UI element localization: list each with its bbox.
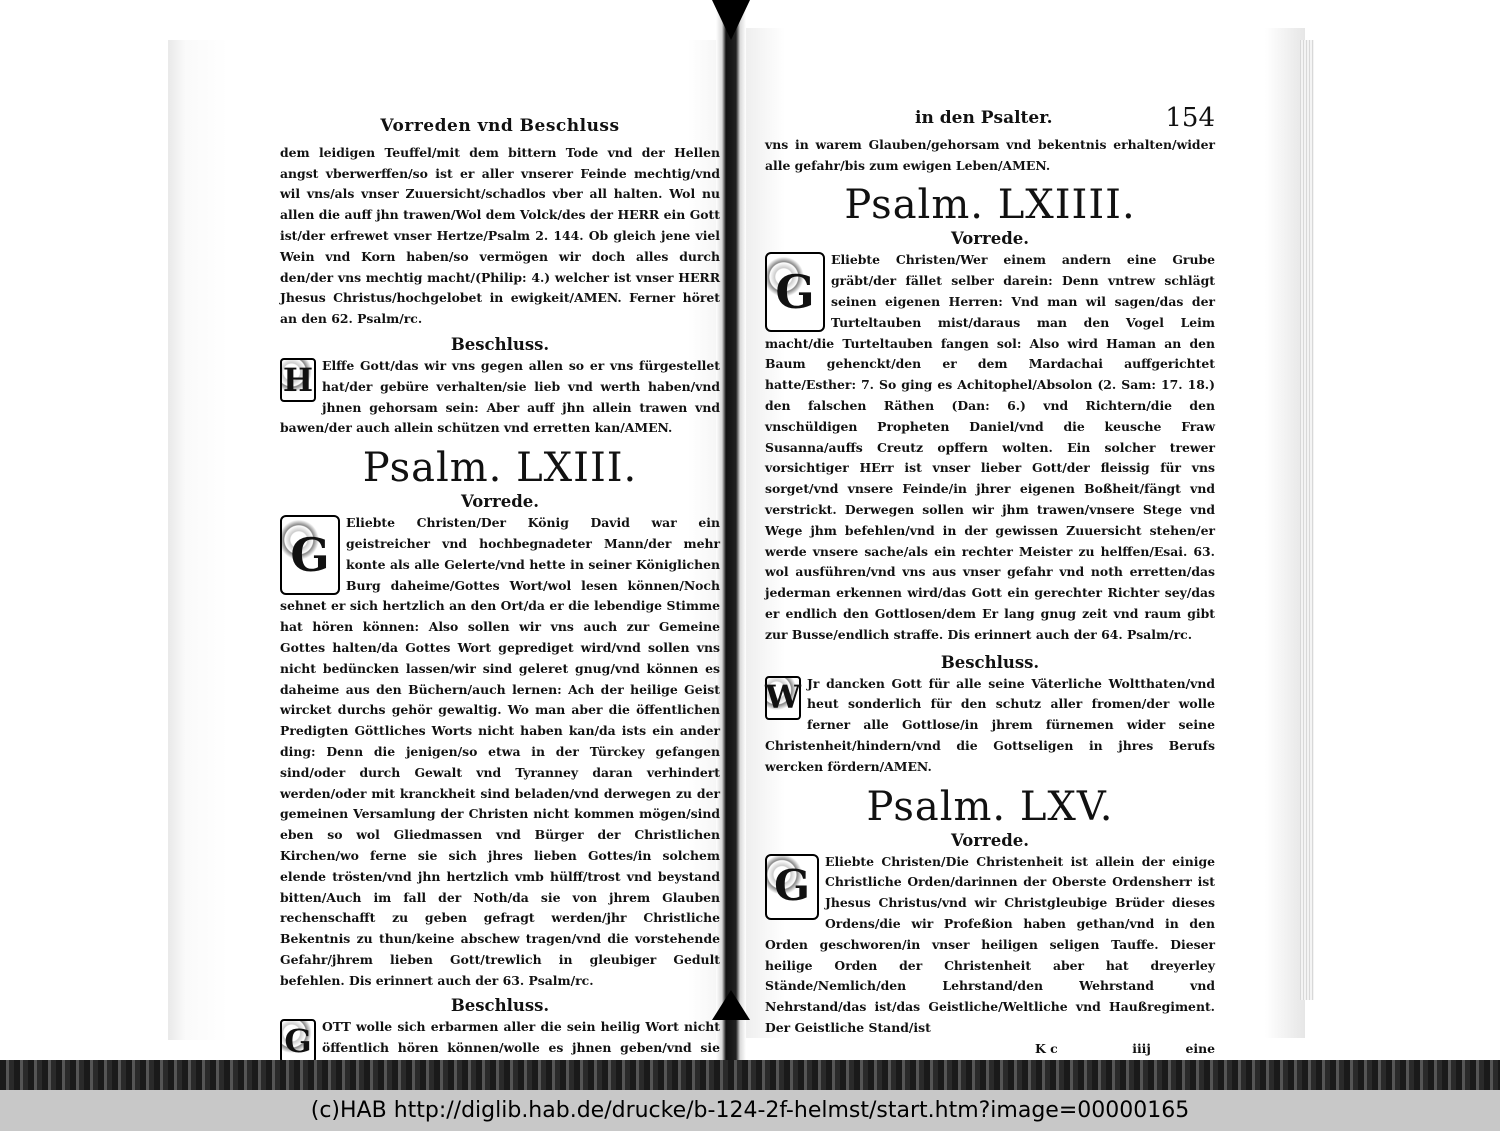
book-spine bbox=[716, 0, 746, 1060]
beschluss-heading: Beschluss. bbox=[450, 334, 550, 354]
right-text-column bbox=[765, 103, 1215, 1059]
left-intro-paragraph: dem leidigen Teuffel/mit dem bittern Tode vnd der Hellen angst vberwerffen/so ist er aller vnserer Feinde mechtig/vnd wil vns/als vnser Zuuersicht/schadlos vber all halten. Wol nu allen die auff jhn trawen/Wol dem Volck/des der HERR ein Gott ist/der erfrewet vnser Hertze/Psalm 2. 144. Ob gleich jene viel Wein vnd Korn haben/so vermögen wir doch alles durch den/der vns mechtig macht/(Philip: 4.) welcher ist vnser HERR Jhesus Christus/hochgelobet in ewigkeit/AMEN. Ferner höret an den 62. Psalm/rc. bbox=[280, 144, 720, 327]
vorrede-paragraph: Eliebte Christen/Wer einem andern eine Grube gräbt/der fället selber darein: Denn vntrew schlägt seinen eigenen Herren: Vnd man wil sagen/das der Turteltauben mist/daraus man den Vogel Leim macht/die Turteltauben fangen sol: Also wird Haman an den Baum gehenckt/den er dem Mardachai auffgerichtet hatte/Esther: 7. So ging es Achitophel/Absolon (2. Sam: 17. 18.) den falschen Räthen (Dan: 6.) vnd Richtern/die den vnschüldigen Propheten Daniel/vnd die keusche Fraw Susanna/auffs Creutz opffern wolten. Ein solcher trewer vorsichtiger HErr ist vnser lieber Gott/der fleissig für vns sorget/vnd vnsere Feinde/in jhrer eigenen Boßheit/fängt vnd verstrickt. Derwegen sollen wir jhm trawen/vnsere Stege vnd Wege jhm befehlen/vnd in der gewissen Zuuersicht stehen/er werde vnsere sache/als ein rechter Meister zu helffen/Esai. 63. wol ausführen/vnd vns aus vnser gefahr vnd noth erretten/das jederman erkennen wird/das Gott ein gerechter Richter sey/das er endlich den Gottlosen/dem Er lang gnug zeit vnd raum gibt zur Busse/endlich straffe. Dis erinnert auch der 64. Psalm/rc. bbox=[765, 252, 1215, 642]
vorrede-heading: Vorrede. bbox=[951, 229, 1029, 249]
psalm-title: Psalm. LXV. bbox=[866, 783, 1114, 830]
vorrede-paragraph: Eliebte Christen/Der König David war ein geistreicher vnd hochbegnadeter Mann/der mehr konte als alle Gelerte/vnd hette in seiner Königlichen Burg daheime/Gottes Wort/wol lesen können/Noch sehnet er sich hertzlich an den Ort/da er die lebendige Stimme hat hören können: Also sollen wir vns auch zur Gemeine Gottes halten/da Gottes Wort geprediget wird/vnd sollen vns nicht bedüncken lassen/wir sind geleret gnug/vnd können es daheime aus den Büchern/auch lernen: Ach der heilige Geist wircket durchs gehör gewaltig. Wo man aber die öffentlichen Predigten Göttliches Worts nicht haben kan/da ists ein ander ding: Denn die jenigen/so etwa in der Türckey gefangen sind/oder durch Gewalt vnd Tyranney daran verhindert werden/oder mit kranckheit sind beladen/vnd derwegen zu der gemeinen Versamlung der Christen nicht kommen mögen/sind eben so wol Gliedmassen vnd Bürger der Christlichen Kirchen/wo ferne sie sich jhres lieben Gottes/in solchem elende trösten/vnd jhn hertzlich vmb hülff/trost vnd beystand bitten/Auch im fall der Noth/da sie von jhrem Glauben rechenschafft zu geben gefragt werden/jhr Christliche Bekentnis zu thun/keine abschew tragen/vnd die vorstehende Gefahr/jhrem lieben Gott/trewlich in gleubiger Gedult befehlen. Dis erinnert auch der 63. Psalm/rc. bbox=[280, 515, 720, 988]
beschluss-heading: Beschluss. bbox=[450, 996, 550, 1016]
vorrede-paragraph: Eliebte Christen/Die Christenheit ist allein der einige Christliche Orden/darinnen der Oberste Ordensherr ist Jhesus Christus/vnd wir Christgleubige Brüder dieses Ordens/die wir Profeßion haben gethan/vnd in den Orden geschworen/in vnser heiligen seligen Tauffe. Dieser heilige Orden der Christenheit aber hat dreyerley Stände/Nemlich/den Lehrstand/den Wehrstand vnd Nehrstand/das ist/das Geistliche/Weltliche vnd Haußregiment. Der Geistliche Stand/ist bbox=[765, 853, 1215, 1035]
copyright-footer bbox=[0, 1090, 1500, 1131]
page-number: 154 bbox=[1165, 103, 1215, 133]
page-edge bbox=[1300, 40, 1314, 1000]
catchword: eine bbox=[1185, 1040, 1215, 1056]
scan-edge-band bbox=[0, 1060, 1500, 1090]
ornamental-drop-cap: G bbox=[280, 515, 340, 595]
vorrede-heading: Vorrede. bbox=[461, 492, 539, 512]
running-head-title: in den Psalter. bbox=[915, 108, 1053, 128]
psalm-title: Psalm. LXIIII. bbox=[844, 182, 1136, 229]
footer-text: (c)HAB http://diglib.hab.de/drucke/b-124-2f-helmst/start.htm?image=00000165 bbox=[310, 1098, 1190, 1123]
ornamental-drop-cap: G bbox=[765, 854, 819, 920]
left-running-head: Vorreden vnd Beschluss bbox=[380, 116, 620, 136]
signature-mark: K c bbox=[1035, 1040, 1058, 1056]
beschluss-paragraph: Jr dancken Gott für alle seine Väterliche Woltthaten/vnd heut sonderlich für den schutz aller fromen/der wolle ferner alle Gottlose/in jhrem fürnemen wider seine Christenheit/hindern/vnd die Gottseligen in jhres Berufs wercken fördern/AMEN. bbox=[765, 675, 1215, 774]
drop-cap-initial: G bbox=[280, 1019, 316, 1063]
right-running-head bbox=[915, 103, 1215, 133]
signature-number: iiij bbox=[1132, 1040, 1151, 1056]
spine-top-shadow bbox=[712, 0, 750, 40]
beschluss-heading: Beschluss. bbox=[940, 652, 1040, 672]
beschluss-paragraph: Elffe Gott/das wir vns gegen allen so er vns fürgestellet hat/der gebüre verhalten/sie lieb vnd werth haben/vnd jhnen gehorsam sein: Aber auff jhn allein trawen vnd bawen/der auch allein schützen vnd erretten kan/AMEN. bbox=[280, 357, 720, 436]
left-text-column bbox=[280, 116, 720, 1080]
drop-cap-initial: W bbox=[765, 676, 801, 720]
right-intro-paragraph: vns in warem Glauben/gehorsam vnd bekentnis erhalten/wider alle gefahr/bis zum ewigen Leben/AMEN. bbox=[765, 136, 1215, 173]
vorrede-heading: Vorrede. bbox=[951, 830, 1029, 850]
beschluss-paragraph: OTT wolle sich erbarmen aller die sein heilig Wort nicht öffentlich hören können/wolle es jhnen geben/vnd sie bbox=[322, 1019, 720, 1056]
psalm-title: Psalm. LXIII. bbox=[362, 445, 638, 492]
signature-line bbox=[765, 1039, 1215, 1060]
ornamental-drop-cap: G bbox=[765, 252, 825, 332]
drop-cap-initial: H bbox=[280, 358, 316, 402]
